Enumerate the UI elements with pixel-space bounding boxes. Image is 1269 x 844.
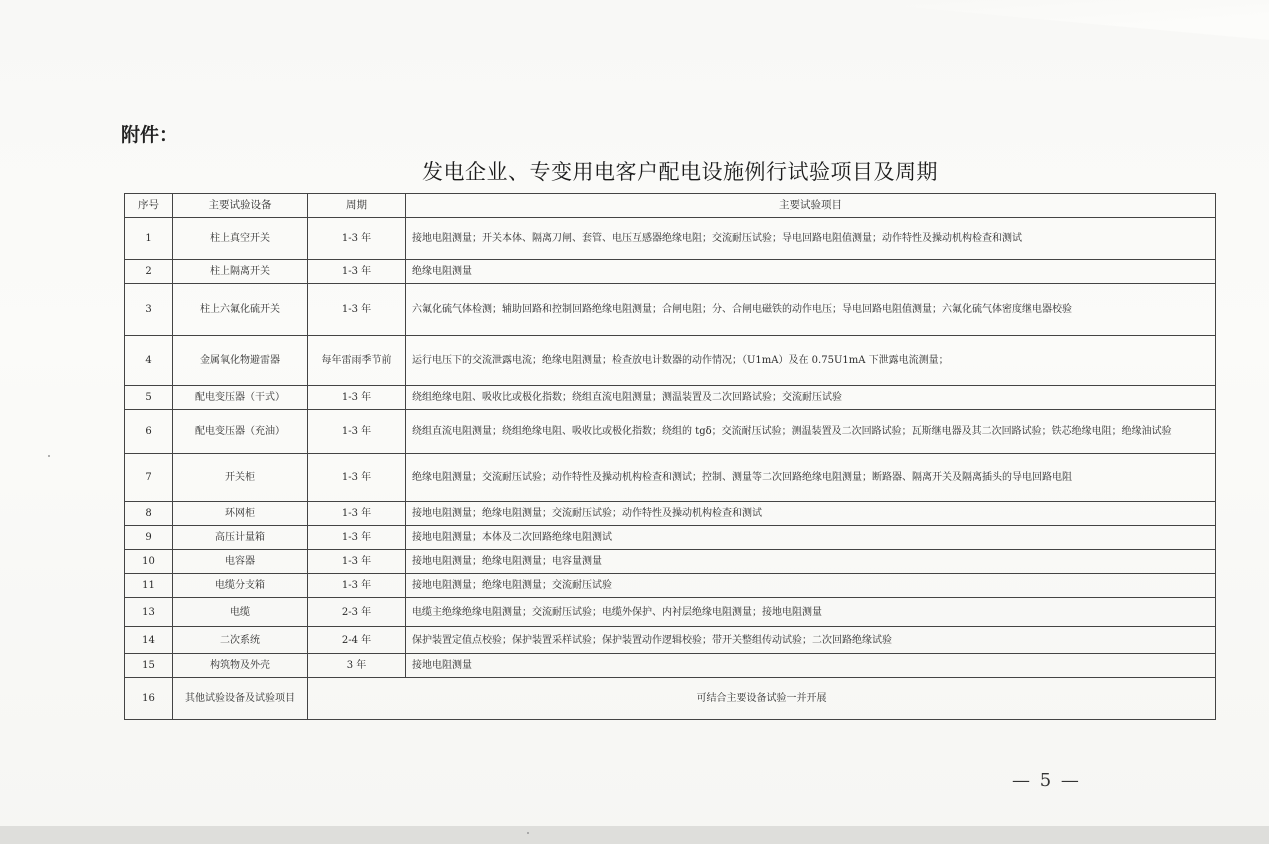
table-row (125, 654, 1216, 678)
row-period: 1-3 年 (308, 574, 406, 598)
row-device: 柱上六氟化硫开关 (173, 284, 308, 336)
row-period: 3 年 (308, 654, 406, 678)
row-items: 接地电阻测量；绝缘电阻测量；交流耐压试验；动作特性及操动机构检查和测试 (406, 502, 1216, 526)
table-row (125, 260, 1216, 284)
document-title: 发电企业、专变用电客户配电设施例行试验项目及周期 (422, 160, 938, 184)
table-row (125, 410, 1216, 454)
row-items: 接地电阻测量；开关本体、隔离刀闸、套管、电压互感器绝缘电阻；交流耐压试验；导电回路电阻值测量；动作特性及操动机构检查和测试 (406, 218, 1216, 260)
test-schedule-table (124, 193, 1216, 720)
row-period: 1-3 年 (308, 218, 406, 260)
scan-edge (0, 826, 1269, 844)
table-row (125, 502, 1216, 526)
row-number: 10 (125, 550, 173, 574)
row-device: 柱上真空开关 (173, 218, 308, 260)
row-items: 绕组直流电阻测量；绕组绝缘电阻、吸收比或极化指数；绕组的 tgδ；交流耐压试验；测温装置及二次回路试验；瓦斯继电器及其二次回路试验；铁芯绝缘电阻；绝缘油试验 (406, 410, 1216, 454)
row-device: 柱上隔离开关 (173, 260, 308, 284)
table-row (125, 678, 1216, 720)
scan-speck (527, 832, 529, 834)
row-items: 接地电阻测量；绝缘电阻测量；交流耐压试验 (406, 574, 1216, 598)
row-number: 1 (125, 218, 173, 260)
row-period: 1-3 年 (308, 502, 406, 526)
table-row (125, 284, 1216, 336)
scan-speck (48, 455, 50, 457)
attachment-label: 附件： (121, 124, 179, 146)
row-device: 电缆 (173, 598, 308, 627)
table-row (125, 574, 1216, 598)
row-items: 绝缘电阻测量；交流耐压试验；动作特性及操动机构检查和测试；控制、测量等二次回路绝缘电阻测量；断路器、隔离开关及隔离插头的导电回路电阻 (406, 454, 1216, 502)
row-number: 4 (125, 336, 173, 386)
row-device: 配电变压器（充油） (173, 410, 308, 454)
row-items: 接地电阻测量；绝缘电阻测量；电容量测量 (406, 550, 1216, 574)
row-number: 15 (125, 654, 173, 678)
column-header-items: 主要试验项目 (406, 194, 1216, 218)
row-number: 16 (125, 678, 173, 720)
row-items: 绕组绝缘电阻、吸收比或极化指数；绕组直流电阻测量；测温装置及二次回路试验；交流耐压试验 (406, 386, 1216, 410)
row-device: 高压计量箱 (173, 526, 308, 550)
row-period: 2-4 年 (308, 627, 406, 654)
row-device: 配电变压器（干式） (173, 386, 308, 410)
row-items: 绝缘电阻测量 (406, 260, 1216, 284)
table-row (125, 386, 1216, 410)
row-device: 开关柜 (173, 454, 308, 502)
row-period: 1-3 年 (308, 410, 406, 454)
row-items: 保护装置定值点校验；保护装置采样试验；保护装置动作逻辑校验；带开关整组传动试验；二次回路绝缘试验 (406, 627, 1216, 654)
table-row (125, 550, 1216, 574)
table-row (125, 526, 1216, 550)
table-row (125, 598, 1216, 627)
row-device: 环网柜 (173, 502, 308, 526)
row-period: 2-3 年 (308, 598, 406, 627)
row-number: 5 (125, 386, 173, 410)
row-device: 构筑物及外壳 (173, 654, 308, 678)
column-header-no: 序号 (125, 194, 173, 218)
row-device: 二次系统 (173, 627, 308, 654)
row-period: 1-3 年 (308, 526, 406, 550)
row-number: 7 (125, 454, 173, 502)
row-device: 金属氧化物避雷器 (173, 336, 308, 386)
table-header-row (125, 194, 1216, 218)
row-period: 1-3 年 (308, 260, 406, 284)
row-period: 1-3 年 (308, 454, 406, 502)
row-period: 1-3 年 (308, 386, 406, 410)
row-number: 14 (125, 627, 173, 654)
column-header-device: 主要试验设备 (173, 194, 308, 218)
table-row (125, 218, 1216, 260)
row-number: 6 (125, 410, 173, 454)
row-items: 接地电阻测量 (406, 654, 1216, 678)
row-period: 每年雷雨季节前 (308, 336, 406, 386)
table-row (125, 627, 1216, 654)
row-number: 3 (125, 284, 173, 336)
column-header-period: 周期 (308, 194, 406, 218)
row-period: 1-3 年 (308, 550, 406, 574)
page-number: — 5 — (1012, 770, 1081, 791)
row-number: 8 (125, 502, 173, 526)
row-items: 接地电阻测量；本体及二次回路绝缘电阻测试 (406, 526, 1216, 550)
table-row (125, 454, 1216, 502)
row-device: 电容器 (173, 550, 308, 574)
row-device: 电缆分支箱 (173, 574, 308, 598)
row-period: 1-3 年 (308, 284, 406, 336)
row-items: 六氟化硫气体检测；辅助回路和控制回路绝缘电阻测量；合闸电阻；分、合闸电磁铁的动作电压；导电回路电阻值测量；六氟化硫气体密度继电器校验 (406, 284, 1216, 336)
row-device: 其他试验设备及试验项目 (173, 678, 308, 720)
row-items: 电缆主绝缘绝缘电阻测量；交流耐压试验；电缆外保护、内衬层绝缘电阻测量；接地电阻测量 (406, 598, 1216, 627)
row-number: 13 (125, 598, 173, 627)
row-number: 9 (125, 526, 173, 550)
row-items-merged: 可结合主要设备试验一并开展 (308, 678, 1216, 720)
table-row (125, 336, 1216, 386)
row-items: 运行电压下的交流泄露电流；绝缘电阻测量；检查放电计数器的动作情况；（U1mA）及在 0.75U1mA 下泄露电流测量； (406, 336, 1216, 386)
row-number: 2 (125, 260, 173, 284)
row-number: 11 (125, 574, 173, 598)
